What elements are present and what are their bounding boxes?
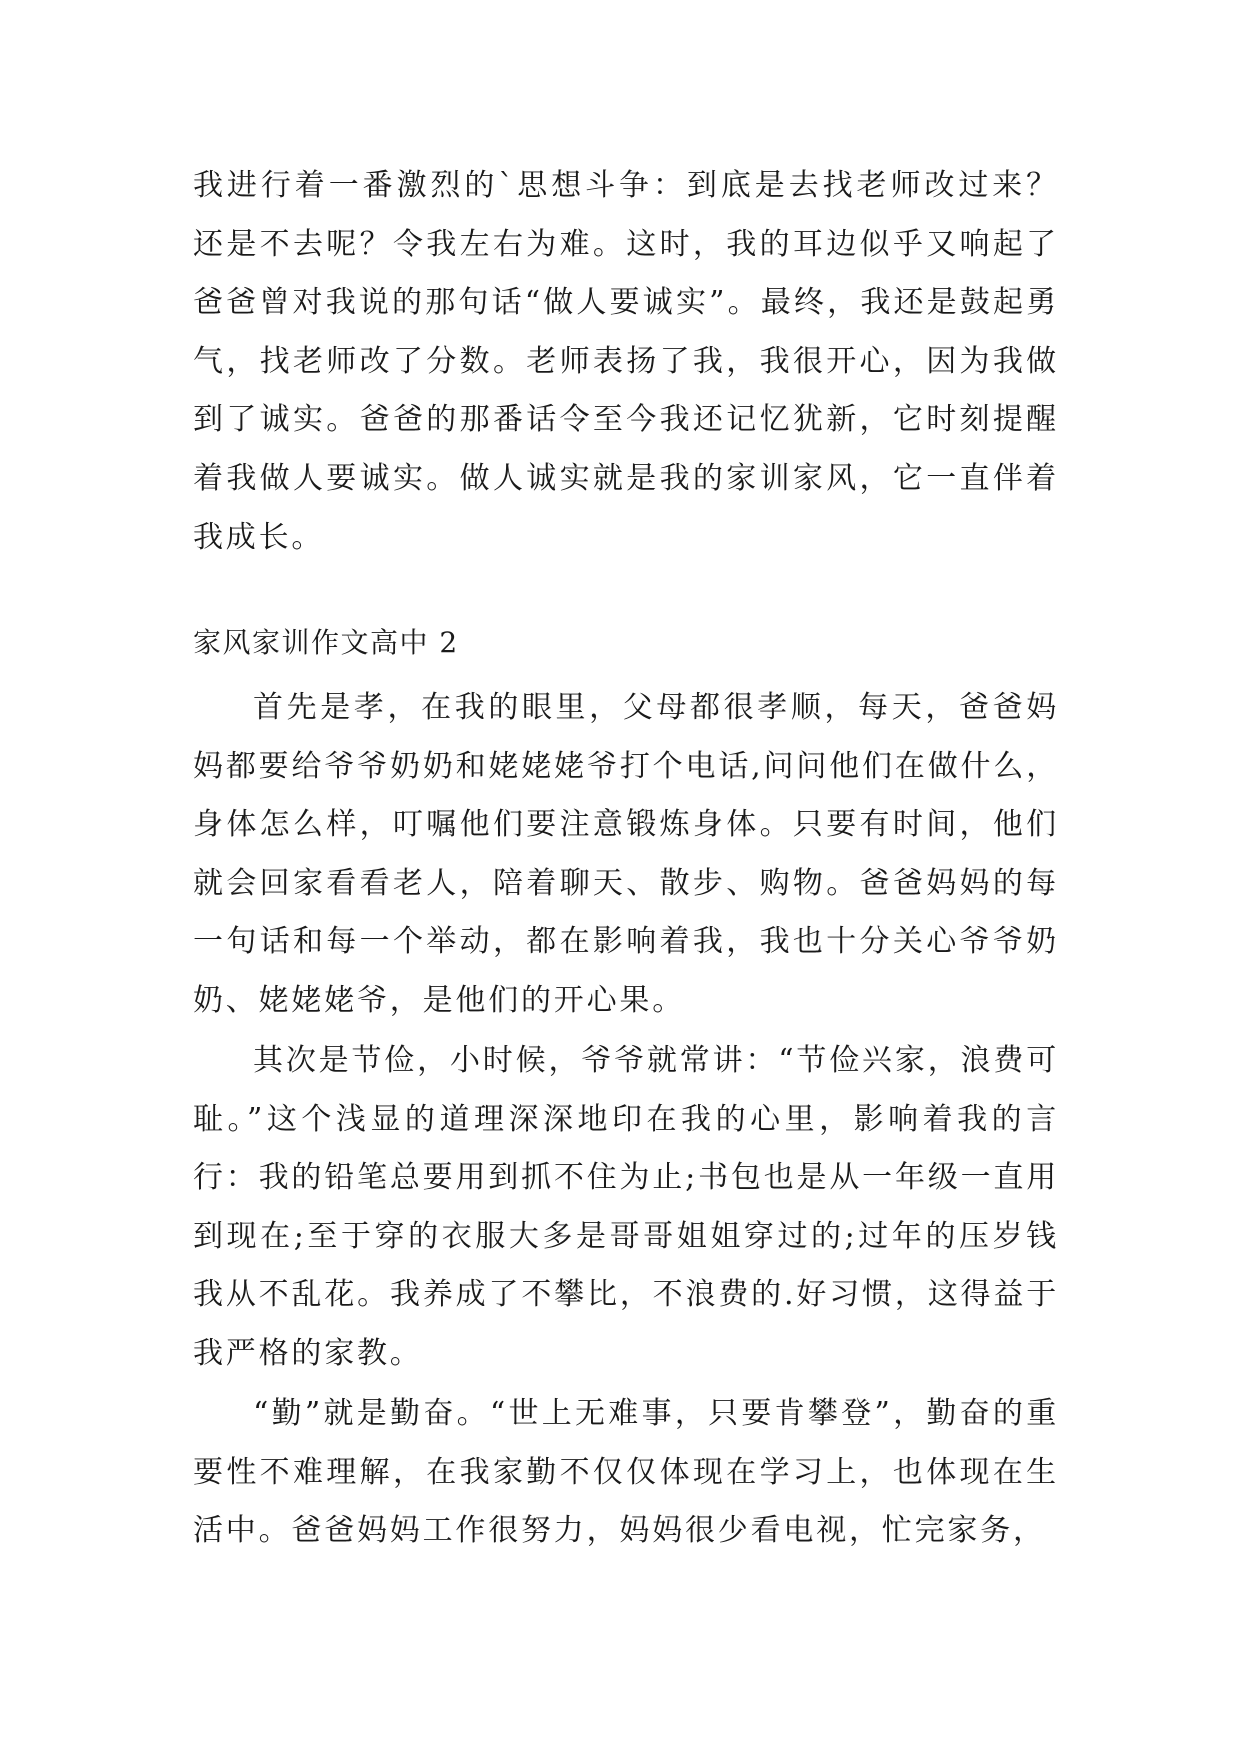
- paragraph-thrift: 其次是节俭，小时候，爷爷就常讲：“节俭兴家，浪费可耻。”这个浅显的道理深深地印在我的心里，影响着我的言行：我的铅笔总要用到抓不住为止;书包也是从一年级一直用到现在;至于穿的衣服大多是哥哥姐姐穿过的;过年的压岁钱我从不乱花。我养成了不攀比，不浪费的.好习惯，这得益于我严格的家教。: [193, 1043, 1059, 1372]
- essay-body: [193, 679, 1059, 1562]
- paragraph-filial-piety: 首先是孝，在我的眼里，父母都很孝顺，每天，爸爸妈妈都要给爷爷奶奶和姥姥姥爷打个电话,问问他们在做什么，身体怎么样，叮嘱他们要注意锻炼身体。只要有时间，他们就会回家看看老人，陪着聊天、散步、购物。爸爸妈妈的每一句话和每一个举动，都在影响着我，我也十分关心爷爷奶奶、姥姥姥爷，是他们的开心果。: [193, 690, 1059, 1018]
- section-heading: 家风家训作文高中 2: [193, 626, 459, 659]
- continuation-paragraph: 我进行着一番激烈的`思想斗争：到底是去找老师改过来？还是不去呢？令我左右为难。这时，我的耳边似乎又响起了爸爸曾对我说的那句话“做人要诚实”。最终，我还是鼓起勇气，找老师改了分数。老师表扬了我，我很开心，因为我做到了诚实。爸爸的那番话令至今我还记忆犹新，它时刻提醒着我做人要诚实。做人诚实就是我的家训家风，它一直伴着我成长。: [193, 168, 1059, 555]
- paragraph-diligence: “勤”就是勤奋。“世上无难事，只要肯攀登”，勤奋的重要性不难理解，在我家勤不仅仅体现在学习上，也体现在生活中。爸爸妈妈工作很努力，妈妈很少看电视，忙完家务，: [193, 1396, 1059, 1549]
- previous-essay-ending: [193, 157, 1059, 567]
